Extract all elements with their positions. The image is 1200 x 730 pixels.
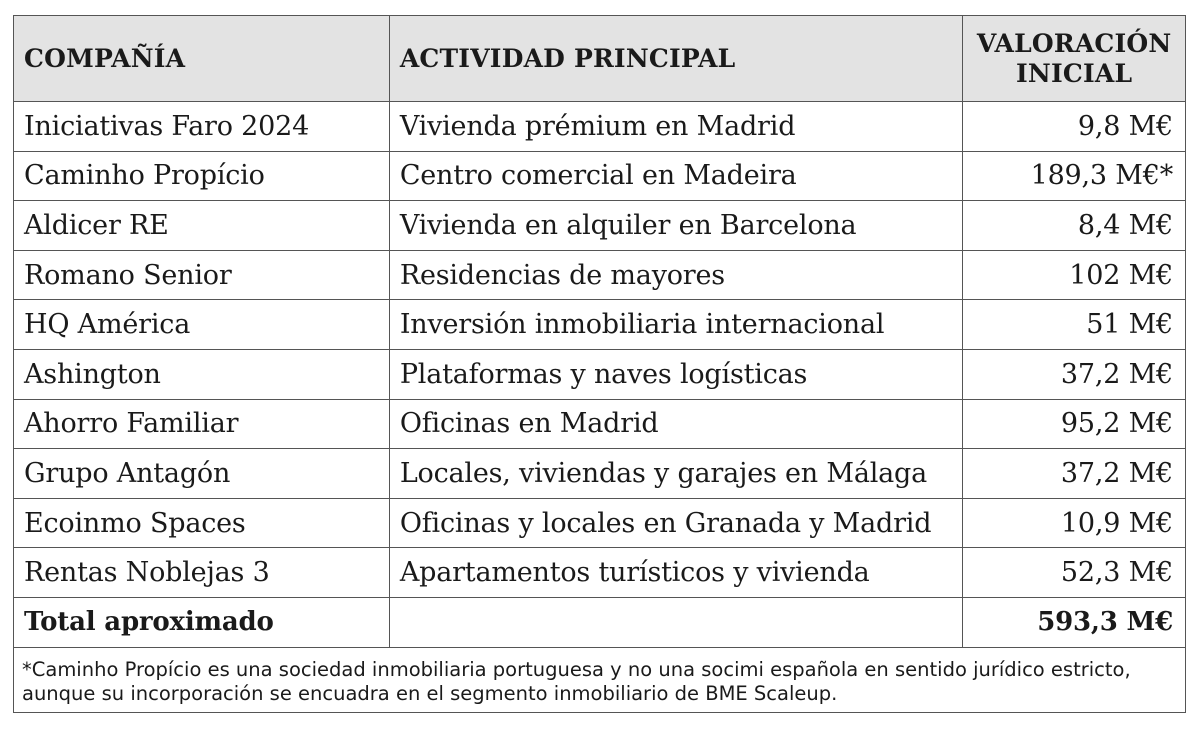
cell-company: Iniciativas Faro 2024 bbox=[14, 102, 389, 152]
cell-activity: Vivienda en alquiler en Barcelona bbox=[389, 201, 962, 251]
footnote: *Caminho Propício es una sociedad inmobiliaria portuguesa y no una socimi española en sentido jurídico estricto, aunque su incorporación se encuadra en el segmento inmobiliario de BME Scaleup. bbox=[22, 657, 1131, 706]
cell-activity: Plataformas y naves logísticas bbox=[389, 349, 962, 399]
header-activity: ACTIVIDAD PRINCIPAL bbox=[389, 16, 962, 102]
cell-activity: Centro comercial en Madeira bbox=[389, 151, 962, 201]
valuation-table-frame bbox=[13, 15, 1186, 713]
cell-activity: Locales, viviendas y garajes en Málaga bbox=[389, 449, 962, 499]
cell-activity: Apartamentos turísticos y vivienda bbox=[389, 548, 962, 598]
cell-activity: Oficinas y locales en Granada y Madrid bbox=[389, 498, 962, 548]
cell-company: Ashington bbox=[14, 349, 389, 399]
table-header bbox=[14, 16, 1185, 102]
table-body bbox=[14, 102, 1185, 648]
cell-valuation: 52,3 M€ bbox=[963, 548, 1185, 598]
table-row bbox=[14, 399, 1185, 449]
header-company: COMPAÑÍA bbox=[14, 16, 389, 102]
cell-valuation: 37,2 M€ bbox=[963, 449, 1185, 499]
table-row bbox=[14, 449, 1185, 499]
companies-table bbox=[14, 16, 1185, 648]
header-row bbox=[14, 16, 1185, 102]
table-row bbox=[14, 151, 1185, 201]
cell-activity: Vivienda prémium en Madrid bbox=[389, 102, 962, 152]
table-row bbox=[14, 548, 1185, 598]
cell-valuation: 51 M€ bbox=[963, 300, 1185, 350]
table-row bbox=[14, 498, 1185, 548]
cell-company: Ahorro Familiar bbox=[14, 399, 389, 449]
cell-company: Caminho Propício bbox=[14, 151, 389, 201]
cell-valuation: 8,4 M€ bbox=[963, 201, 1185, 251]
total-valuation: 593,3 M€ bbox=[963, 597, 1185, 647]
total-row bbox=[14, 597, 1185, 647]
cell-company: Aldicer RE bbox=[14, 201, 389, 251]
cell-valuation: 37,2 M€ bbox=[963, 349, 1185, 399]
table-row bbox=[14, 102, 1185, 152]
cell-company: HQ América bbox=[14, 300, 389, 350]
cell-activity: Inversión inmobiliaria internacional bbox=[389, 300, 962, 350]
table-row bbox=[14, 250, 1185, 300]
cell-activity: Oficinas en Madrid bbox=[389, 399, 962, 449]
table-row bbox=[14, 300, 1185, 350]
cell-company: Rentas Noblejas 3 bbox=[14, 548, 389, 598]
table-row bbox=[14, 201, 1185, 251]
cell-valuation: 95,2 M€ bbox=[963, 399, 1185, 449]
cell-company: Romano Senior bbox=[14, 250, 389, 300]
total-label: Total aproximado bbox=[14, 597, 389, 647]
cell-valuation: 189,3 M€* bbox=[963, 151, 1185, 201]
cell-activity: Residencias de mayores bbox=[389, 250, 962, 300]
table-row bbox=[14, 349, 1185, 399]
cell-company: Ecoinmo Spaces bbox=[14, 498, 389, 548]
cell-company: Grupo Antagón bbox=[14, 449, 389, 499]
cell-valuation: 9,8 M€ bbox=[963, 102, 1185, 152]
cell-valuation: 102 M€ bbox=[963, 250, 1185, 300]
header-valuation: VALORACIÓN INICIAL bbox=[963, 16, 1185, 102]
cell-valuation: 10,9 M€ bbox=[963, 498, 1185, 548]
total-activity bbox=[389, 597, 962, 647]
